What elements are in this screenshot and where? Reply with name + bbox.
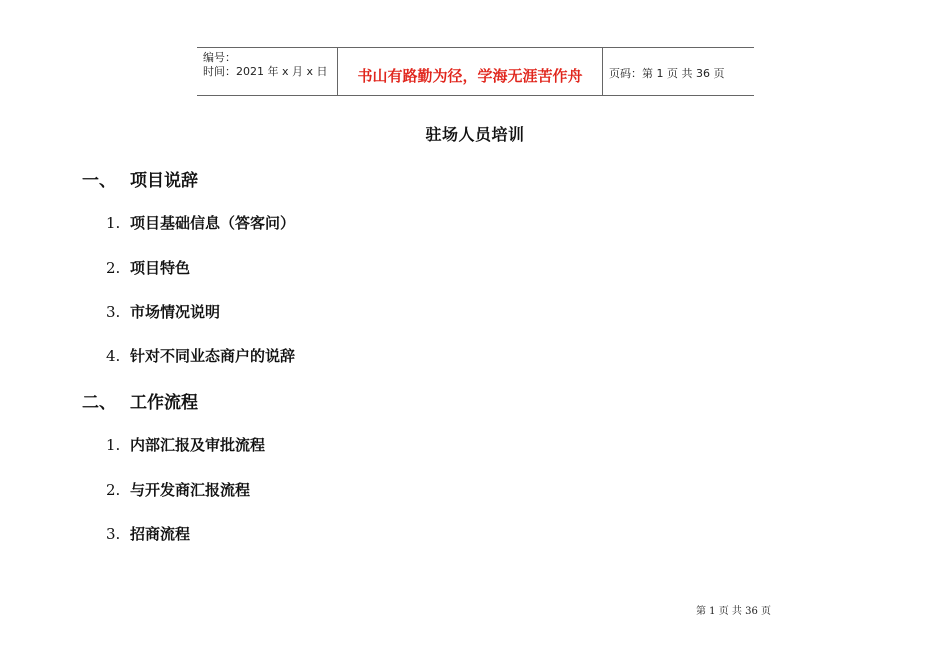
section-number: 一、	[82, 171, 116, 191]
header-page-code: 页码：第 1 页 共 36 页	[609, 67, 725, 80]
item-number: 1.	[106, 214, 121, 232]
document-title: 驻场人员培训	[425, 125, 525, 144]
header-motto-cell	[338, 48, 603, 95]
list-item	[106, 523, 190, 544]
document-date: 时间：2021 年 x 月 x 日	[203, 65, 328, 78]
document-number-label: 编号：	[203, 51, 236, 64]
header-page-cell	[603, 48, 754, 95]
list-item	[106, 479, 250, 500]
list-item	[106, 257, 190, 278]
section-title: 工作流程	[130, 393, 198, 413]
section-title: 项目说辞	[130, 171, 198, 191]
item-number: 4.	[106, 347, 121, 365]
item-number: 2.	[106, 481, 121, 499]
list-item	[106, 345, 295, 366]
section-heading	[82, 388, 198, 413]
item-number: 3.	[106, 303, 121, 321]
section-number: 二、	[82, 393, 116, 413]
item-text: 项目基础信息（答客问）	[130, 214, 296, 232]
item-text: 与开发商汇报流程	[130, 481, 251, 499]
section-heading	[82, 166, 198, 191]
list-item	[106, 212, 295, 233]
motto-text: 书山有路勤为径，学海无涯苦作舟	[357, 67, 583, 85]
item-number: 2.	[106, 259, 121, 277]
item-text: 针对不同业态商户的说辞	[130, 347, 296, 365]
item-text: 市场情况说明	[130, 303, 221, 321]
list-item	[106, 301, 220, 322]
item-number: 1.	[106, 436, 121, 454]
header-info-cell	[197, 48, 338, 95]
item-number: 3.	[106, 525, 121, 543]
header-table	[197, 47, 754, 96]
list-item	[106, 434, 265, 455]
item-text: 招商流程	[130, 525, 191, 543]
page-footer: 第 1 页 共 36 页	[696, 606, 771, 617]
item-text: 项目特色	[130, 259, 191, 277]
item-text: 内部汇报及审批流程	[130, 436, 266, 454]
